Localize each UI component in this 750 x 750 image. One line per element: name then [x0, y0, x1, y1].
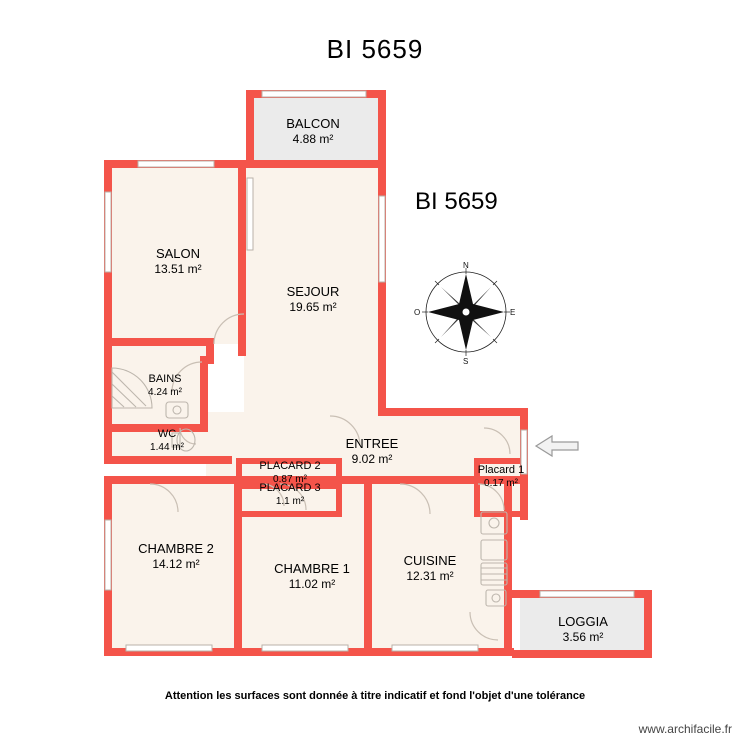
svg-text:S: S	[463, 357, 469, 366]
page-title: BI 5659	[326, 34, 424, 64]
svg-text:E: E	[510, 308, 516, 317]
room-area: 13.51 m²	[154, 262, 202, 277]
website-label: www.archifacile.fr	[638, 722, 732, 736]
entrance-arrow	[536, 436, 578, 456]
compass-rose	[414, 261, 515, 366]
room-name: PLACARD 3	[259, 482, 321, 494]
room-area: 3.56 m²	[562, 630, 604, 645]
room-area: 14.12 m²	[152, 557, 200, 572]
room-name: CHAMBRE 2	[138, 541, 214, 556]
room-name: SEJOUR	[286, 284, 340, 299]
room-name: BALCON	[286, 116, 340, 131]
room-name: CHAMBRE 1	[274, 561, 350, 576]
room-area: 0.17 m²	[484, 477, 518, 489]
room-area: 0.87 m²	[273, 473, 307, 485]
room-area: 12.31 m²	[406, 569, 454, 584]
room-name: BAINS	[148, 373, 182, 385]
svg-text:N: N	[463, 261, 469, 270]
secondary-title: BI 5659	[415, 188, 498, 215]
room-area: 11.02 m²	[288, 577, 336, 592]
room-name: SALON	[155, 246, 201, 261]
room-name: PLACARD 2	[259, 460, 321, 472]
room-name: Placard 1	[477, 464, 525, 476]
room-area: 4.88 m²	[292, 132, 334, 147]
room-name: WC	[157, 428, 177, 440]
room-area: 1.44 m²	[150, 441, 184, 453]
svg-text:O: O	[414, 308, 421, 317]
room-name: ENTREE	[345, 436, 399, 451]
room-area: 4.24 m²	[148, 386, 182, 398]
room-area: 9.02 m²	[351, 452, 393, 467]
room-area: 19.65 m²	[289, 300, 337, 315]
room-name: CUISINE	[403, 553, 457, 568]
disclaimer-note: Attention les surfaces sont donnée à titre indicatif et fond l'objet d'une tolérance	[164, 690, 586, 702]
room-name: LOGGIA	[558, 614, 608, 629]
room-area: 1.1 m²	[275, 495, 305, 507]
